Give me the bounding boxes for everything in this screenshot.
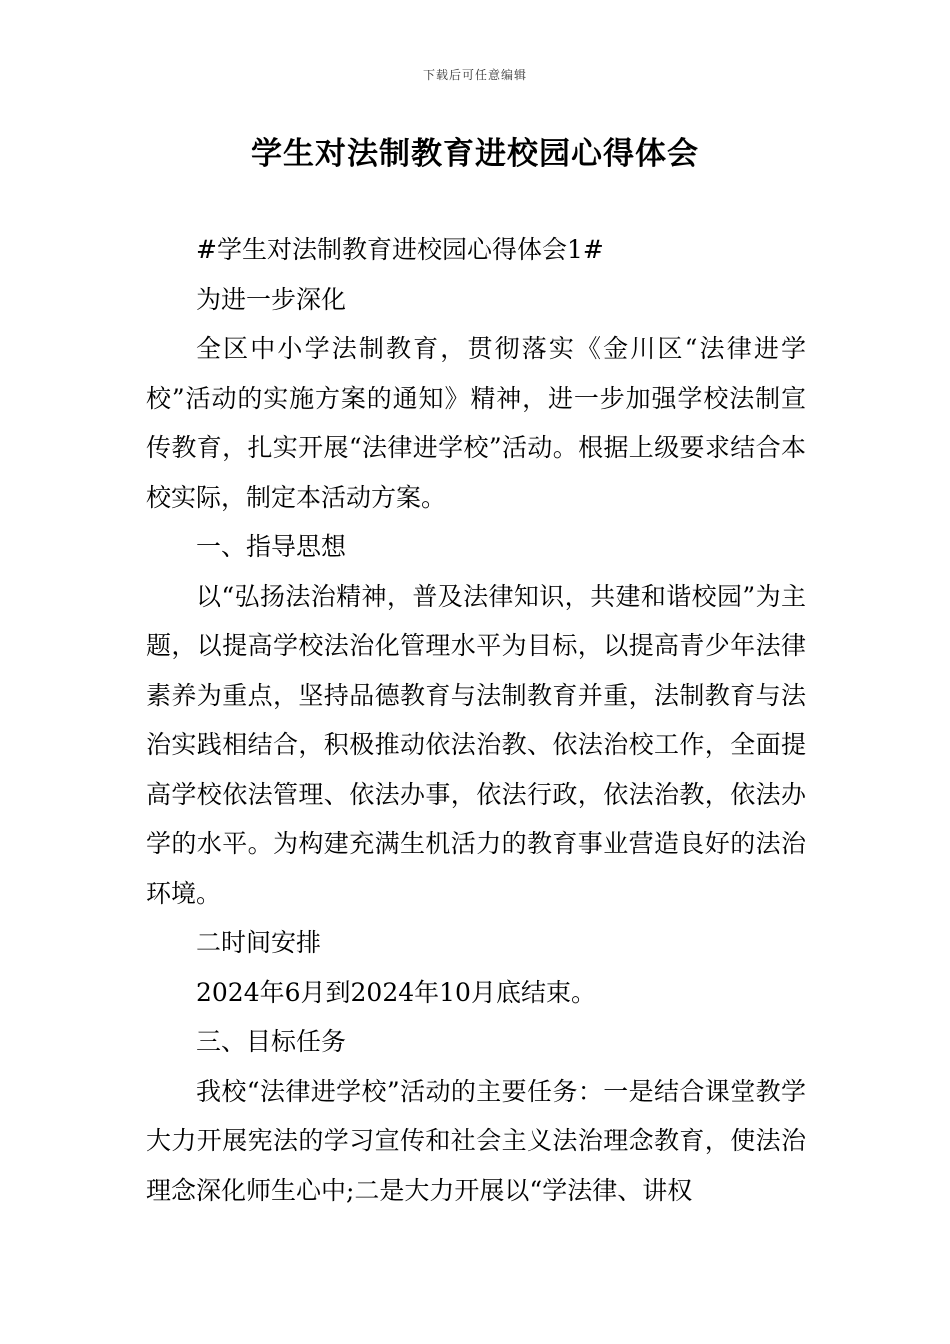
document-title: 学生对法制教育进校园心得体会 [251, 136, 699, 172]
section-heading: 一、指导思想 [196, 532, 347, 561]
section-heading: #学生对法制教育进校园心得体会1# [196, 235, 604, 264]
paragraph: 2024年6月到2024年10月底结束。 [196, 977, 596, 1007]
paragraph: 全区中小学法制教育，贯彻落实《金川区“法律进学校”活动的实施方案的通知》精神，进一步加强学校法制宣传教育，扎实开展“法律进学校”活动。根据上级要求结合本校实际，制定本活动方案。 [146, 334, 806, 512]
paragraph: 以“弘扬法治精神，普及法律知识，共建和谐校园”为主题，以提高学校法治化管理水平为目标，以提高青少年法律素养为重点，坚持品德教育与法制教育并重，法制教育与法治实践相结合，积极推动依法治教、依法治校工作，全面提高学校依法管理、依法办事，依法行政，依法治教，依法办学的水平。为构建充满生机活力的教育事业营造良好的法治环境。 [146, 581, 806, 908]
header-note: 下载后可任意编辑 [422, 68, 527, 82]
paragraph: 我校“法律进学校”活动的主要任务：一是结合课堂教学大力开展宪法的学习宣传和社会主义法治理念教育，使法治理念深化师生心中;二是大力开展以“学法律、讲权 [146, 1076, 806, 1205]
document-body [146, 225, 806, 1215]
paragraph: 为进一步深化 [196, 284, 347, 314]
section-heading: 二时间安排 [196, 928, 322, 957]
section-heading: 三、目标任务 [196, 1027, 347, 1056]
